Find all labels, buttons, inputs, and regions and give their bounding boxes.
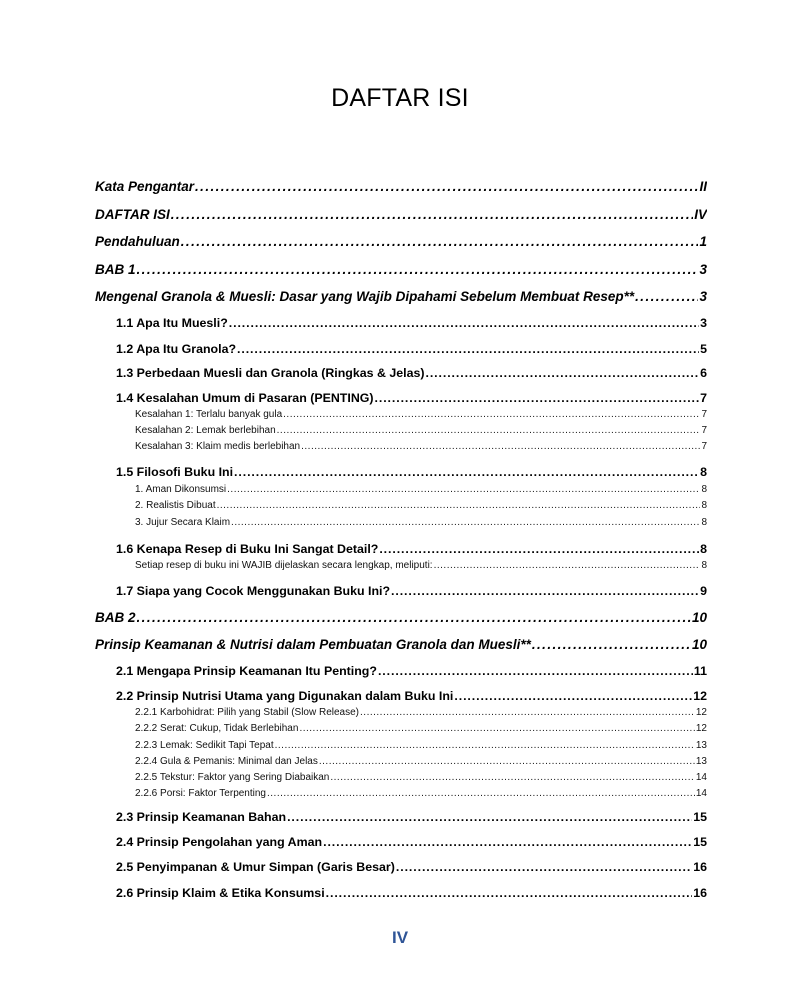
toc-leader-dots [229, 316, 699, 330]
toc-leader-dots [391, 584, 699, 598]
toc-entry-page: IV [694, 207, 707, 222]
toc-entry-title: 2.5 Penyimpanan & Umur Simpan (Garis Besar) [116, 860, 395, 874]
toc-entry[interactable] [116, 886, 707, 900]
toc-entry-title: 1.5 Filosofi Buku Ini [116, 465, 234, 479]
toc-entry[interactable] [95, 637, 707, 652]
toc-leader-dots [326, 886, 693, 900]
toc-entry-page: 12 [693, 689, 707, 703]
toc-entry-page: 7 [701, 441, 707, 452]
toc-entry-title: 2.1 Mengapa Prinsip Keamanan Itu Penting? [116, 664, 377, 678]
toc-leader-dots [277, 425, 701, 436]
toc-leader-dots [532, 637, 691, 652]
toc-entry[interactable] [116, 316, 707, 330]
toc-entry[interactable] [116, 689, 707, 703]
toc-leader-dots [171, 207, 693, 222]
toc-leader-dots [181, 234, 699, 249]
toc-entry[interactable] [135, 772, 707, 783]
toc-entry-page: 3 [699, 262, 707, 277]
toc-entry[interactable] [135, 560, 707, 571]
toc-entry-page: 11 [693, 664, 707, 678]
toc-leader-dots [379, 542, 699, 556]
toc-entry-title: Kesalahan 2: Lemak berlebihan [135, 425, 276, 436]
toc-entry[interactable] [116, 835, 707, 849]
toc-entry-page: 5 [700, 342, 707, 356]
toc-leader-dots [434, 560, 701, 571]
toc-entry[interactable] [116, 584, 707, 598]
toc-entry[interactable] [95, 289, 707, 304]
toc-entry[interactable] [116, 810, 707, 824]
toc-entry-page: 8 [701, 500, 707, 511]
toc-entry[interactable] [135, 756, 707, 767]
toc-entry[interactable] [95, 610, 707, 625]
toc-entry[interactable] [95, 234, 707, 249]
toc-entry-title: 1.7 Siapa yang Cocok Menggunakan Buku Ini? [116, 584, 391, 598]
toc-entry-title: 1.4 Kesalahan Umum di Pasaran (PENTING) [116, 391, 374, 405]
toc-leader-dots [267, 788, 695, 799]
toc-leader-dots [396, 860, 692, 874]
toc-entry-page: 15 [693, 810, 707, 824]
toc-leader-dots [426, 366, 700, 380]
toc-entry[interactable] [116, 664, 707, 678]
toc-entry-page: 13 [695, 740, 707, 751]
toc-entry-title: 1. Aman Dikonsumsi [135, 484, 227, 495]
toc-entry[interactable] [116, 542, 707, 556]
toc-entry-page: 8 [700, 465, 707, 479]
toc-entry-title: 2. Realistis Dibuat [135, 500, 216, 511]
toc-entry-page: 7 [700, 391, 707, 405]
toc-entry-page: 12 [695, 723, 707, 734]
toc-entry-page: 6 [700, 366, 707, 380]
toc-entry[interactable] [135, 788, 707, 799]
toc-entry-page: 3 [700, 316, 707, 330]
toc-leader-dots [137, 610, 691, 625]
toc-leader-dots [375, 391, 700, 405]
toc-leader-dots [301, 441, 700, 452]
toc-leader-dots [360, 707, 695, 718]
toc-entry-title: 2.2.4 Gula & Pemanis: Minimal dan Jelas [135, 756, 318, 767]
toc-entry-title: 2.3 Prinsip Keamanan Bahan [116, 810, 287, 824]
toc-entry-page: 16 [693, 860, 707, 874]
toc-entry[interactable] [116, 465, 707, 479]
toc-entry[interactable] [95, 262, 707, 277]
toc-entry-title: Setiap resep di buku ini WAJIB dijelaskan secara lengkap, meliputi: [135, 560, 433, 571]
toc-entry-title: Kesalahan 1: Terlalu banyak gula [135, 409, 283, 420]
toc-leader-dots [635, 289, 698, 304]
toc-entry-title: 1.1 Apa Itu Muesli? [116, 316, 228, 330]
toc-entry[interactable] [135, 441, 707, 452]
toc-entry-title: 2.6 Prinsip Klaim & Etika Konsumsi [116, 886, 325, 900]
toc-leader-dots [299, 723, 694, 734]
toc-leader-dots [378, 664, 693, 678]
toc-entry-page: 7 [701, 409, 707, 420]
toc-entry-title: DAFTAR ISI [95, 207, 170, 222]
toc-entry-page: 10 [691, 610, 707, 625]
toc-entry[interactable] [135, 723, 707, 734]
toc-leader-dots [195, 179, 698, 194]
toc-entry-page: 12 [695, 707, 707, 718]
toc-entry[interactable] [135, 707, 707, 718]
toc-leader-dots [231, 517, 700, 528]
toc-entry-title: 1.2 Apa Itu Granola? [116, 342, 237, 356]
toc-entry-page: 14 [695, 772, 707, 783]
toc-entry-title: Kata Pengantar [95, 179, 195, 194]
toc-entry[interactable] [116, 342, 707, 356]
toc-entry[interactable] [135, 517, 707, 528]
toc-entry-page: 1 [699, 234, 707, 249]
toc-entry-title: 3. Jujur Secara Klaim [135, 517, 231, 528]
toc-entry-title: 2.4 Prinsip Pengolahan yang Aman [116, 835, 323, 849]
toc-entry-title: 2.2.5 Tekstur: Faktor yang Sering Diabaikan [135, 772, 330, 783]
toc-entry-page: 7 [701, 425, 707, 436]
toc-entry[interactable] [135, 484, 707, 495]
toc-entry[interactable] [135, 500, 707, 511]
toc-entry[interactable] [116, 366, 707, 380]
toc-leader-dots [319, 756, 695, 767]
toc-entry-title: Mengenal Granola & Muesli: Dasar yang Wajib Dipahami Sebelum Membuat Resep** [95, 289, 635, 304]
toc-entry-page: 3 [699, 289, 707, 304]
toc-entry[interactable] [116, 391, 707, 405]
toc-entry-title: 2.2 Prinsip Nutrisi Utama yang Digunakan dalam Buku Ini [116, 689, 454, 703]
toc-leader-dots [330, 772, 695, 783]
toc-entry-page: II [699, 179, 707, 194]
toc-leader-dots [237, 342, 699, 356]
toc-entry-title: Pendahuluan [95, 234, 180, 249]
toc-entry[interactable] [116, 860, 707, 874]
toc-entry-page: 16 [693, 886, 707, 900]
toc-leader-dots [275, 740, 695, 751]
toc-entry-title: Kesalahan 3: Klaim medis berlebihan [135, 441, 301, 452]
page-number: IV [391, 928, 409, 947]
toc-entry-title: 2.2.1 Karbohidrat: Pilih yang Stabil (Slow Release) [135, 707, 360, 718]
toc-leader-dots [283, 409, 700, 420]
toc-entry[interactable] [135, 409, 707, 420]
toc-leader-dots [137, 262, 699, 277]
toc-entry[interactable] [95, 207, 707, 222]
toc-entry-title: BAB 2 [95, 610, 136, 625]
toc-entry-page: 8 [700, 542, 707, 556]
toc-entry-title: 1.3 Perbedaan Muesli dan Granola (Ringkas & Jelas) [116, 366, 425, 380]
toc-entry-page: 15 [693, 835, 707, 849]
toc-entry-page: 14 [695, 788, 707, 799]
toc-entry-title: 2.2.6 Porsi: Faktor Terpenting [135, 788, 266, 799]
toc-entry-title: 2.2.3 Lemak: Sedikit Tapi Tepat [135, 740, 274, 751]
toc-entry[interactable] [135, 425, 707, 436]
toc-entry-title: 1.6 Kenapa Resep di Buku Ini Sangat Detail? [116, 542, 379, 556]
toc-entry-page: 13 [695, 756, 707, 767]
toc-entry-title: 2.2.2 Serat: Cukup, Tidak Berlebihan [135, 723, 299, 734]
toc-leader-dots [323, 835, 692, 849]
toc-leader-dots [454, 689, 692, 703]
toc-entry[interactable] [95, 179, 707, 194]
toc-entry-title: Prinsip Keamanan & Nutrisi dalam Pembuatan Granola dan Muesli** [95, 637, 531, 652]
toc-entry-page: 8 [701, 517, 707, 528]
page-title: DAFTAR ISI [331, 84, 469, 112]
toc-leader-dots [234, 465, 699, 479]
toc-leader-dots [287, 810, 692, 824]
toc-entry-page: 10 [691, 637, 707, 652]
toc-entry-page: 8 [701, 560, 707, 571]
toc-entry-page: 9 [700, 584, 707, 598]
toc-leader-dots [217, 500, 701, 511]
toc-entry[interactable] [135, 740, 707, 751]
toc-entry-title: BAB 1 [95, 262, 136, 277]
toc-leader-dots [227, 484, 700, 495]
toc-entry-page: 8 [701, 484, 707, 495]
